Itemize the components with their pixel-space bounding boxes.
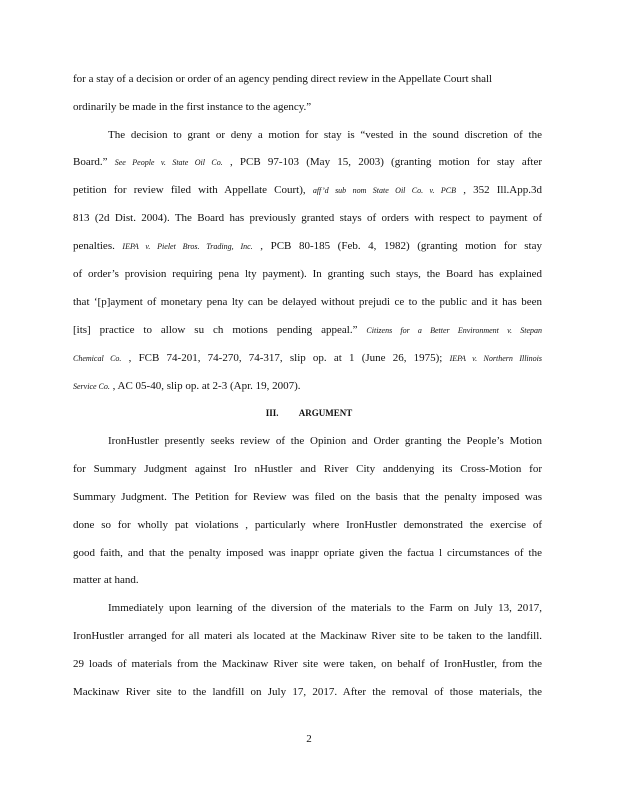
- text-line: [73, 239, 542, 254]
- text-line: IronHustler arranged for all materi als located at the Mackinaw River site to be taken to the landfill.: [73, 630, 542, 642]
- citation-italic: Service Co.: [73, 382, 110, 391]
- text-line: 29 loads of materials from the Mackinaw River site were taken, on behalf of IronHustler, from the: [73, 658, 542, 670]
- text-line: Mackinaw River site to the landfill on July 17, 2017. After the removal of those materials, the: [73, 686, 542, 698]
- text-line: for Summary Judgment against Iro nHustler and River City anddenying its Cross-Motion for: [73, 463, 542, 475]
- text-line: IronHustler presently seeks review of the Opinion and Order granting the People’s Motion: [108, 435, 542, 447]
- citation-italic: See People v. State Oil Co.: [114, 158, 223, 167]
- citation-italic: aff’d sub nom State Oil Co. v. PCB: [312, 186, 457, 195]
- text-line: that ‘[p]ayment of monetary pena lty can be delayed without prejudi ce to the public and it has been: [73, 296, 542, 308]
- page-number: 2: [306, 733, 312, 745]
- section-heading: [0, 406, 618, 420]
- citation-italic: Citizens for a Better Environment v. Stepan: [366, 326, 543, 335]
- section-title: ARGUMENT: [298, 408, 353, 418]
- text-line: [73, 155, 542, 170]
- text-line: [73, 183, 542, 198]
- citation-italic: IEPA v. Northern Illinois: [449, 354, 542, 363]
- text-segment: , AC 05-40, slip op. at 2-3 (Apr. 19, 2007).: [109, 380, 301, 392]
- text-segment: , PCB 97-103 (May 15, 2003) (granting motion for stay after: [222, 156, 543, 168]
- section-number: III.: [265, 408, 279, 418]
- text-line: The decision to grant or deny a motion for stay is “vested in the sound discretion of the: [108, 129, 542, 141]
- text-segment: [its] practice to allow su ch motions pending appeal.”: [73, 324, 367, 336]
- text-line: Summary Judgment. The Petition for Review was filed on the basis that the penalty imposed was: [73, 491, 542, 503]
- citation-italic: IEPA v. Pielet Bros. Trading, Inc.: [122, 242, 253, 251]
- text-line: 813 (2d Dist. 2004). The Board has previously granted stays of orders with respect to payment of: [73, 212, 542, 224]
- text-line: ordinarily be made in the first instance to the agency.”: [73, 101, 312, 113]
- text-segment: Board.”: [73, 156, 115, 168]
- text-line: [73, 351, 542, 366]
- text-line: good faith, and that the penalty imposed was inappr opriate given the factua l circumstances of the: [73, 547, 542, 559]
- text-segment: , 352 Ill.App.3d: [456, 184, 542, 196]
- text-line: [73, 379, 542, 394]
- text-line: of order’s provision requiring pena lty payment). In granting such stays, the Board has explained: [73, 268, 542, 280]
- citation-italic: Chemical Co.: [73, 354, 122, 363]
- text-line: [73, 323, 542, 338]
- text-line: Immediately upon learning of the diversion of the materials to the Farm on July 13, 2017,: [108, 602, 542, 614]
- text-segment: , PCB 80-185 (Feb. 4, 1982) (granting motion for stay: [252, 240, 542, 252]
- text-segment: , FCB 74-201, 74-270, 74-317, slip op. at 1 (June 26, 1975);: [121, 352, 450, 364]
- text-segment: petition for review filed with Appellate Court),: [73, 184, 313, 196]
- text-line: matter at hand.: [73, 574, 139, 586]
- text-segment: penalties.: [73, 240, 123, 252]
- text-line: for a stay of a decision or order of an agency pending direct review in the Appellate Court shall: [73, 73, 493, 85]
- text-line: done so for wholly pat violations , particularly where IronHustler demonstrated the exercise of: [73, 519, 542, 531]
